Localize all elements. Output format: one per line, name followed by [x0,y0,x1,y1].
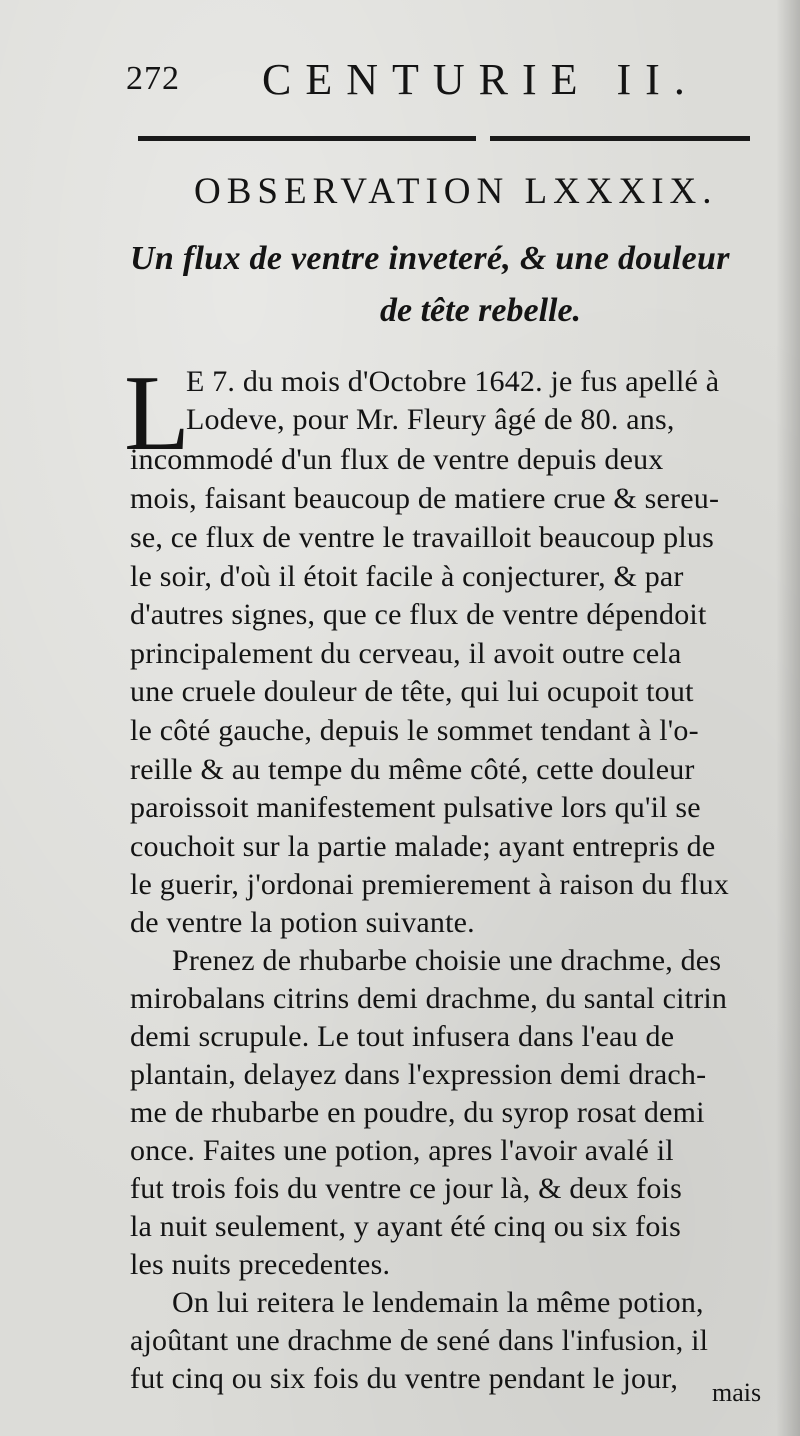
text-line: me de rhubarbe en poudre, du syrop rosat demi [130,1096,705,1129]
text-line: d'autres signes, que ce flux de ventre dépendoit [130,598,707,631]
text-line: paroissoit manifestement pulsative lors qu'il se [130,791,701,824]
header-rule-left [138,136,476,141]
drop-cap: L [124,354,188,473]
text-line: principalement du cerveau, il avoit outre cela [130,637,682,670]
text-line: Lodeve, pour Mr. Fleury âgé de 80. ans, [186,403,675,436]
text-line: le côté gauche, depuis le sommet tendant à l'o- [130,714,699,747]
text-line: la nuit seulement, y ayant été cinq ou six fois [130,1210,681,1243]
text-line: de ventre la potion suivante. [130,906,475,939]
text-line: le soir, d'où il étoit facile à conjecturer, & par [130,560,684,593]
text-line: fut cinq ou six fois du ventre pendant le jour, [130,1362,679,1395]
observation-subtitle-line-2: de tête rebelle. [380,292,582,329]
text-line: incommodé d'un flux de ventre depuis deux [130,443,664,476]
page-header [126,54,726,104]
page-gutter-shadow [776,0,800,1436]
text-line: couchoit sur la partie malade; ayant entrepris de [130,830,716,863]
text-line: once. Faites une potion, apres l'avoir avalé il [130,1134,674,1167]
text-line: ajoûtant une drachme de sené dans l'infusion, il [130,1324,709,1357]
text-line: mirobalans citrins demi drachme, du santal citrin [130,982,728,1015]
running-head: CENTURIE II. [262,55,699,104]
text-line: plantain, delayez dans l'expression demi drach- [130,1058,707,1091]
text-line: les nuits precedentes. [130,1248,391,1281]
page-number: 272 [126,60,180,97]
text-line: le guerir, j'ordonai premierement à raison du flux [130,868,729,901]
observation-title: OBSERVATION LXXXIX. [194,171,718,212]
catchword: mais [712,1378,762,1407]
text-line: reille & au tempe du même côté, cette douleur [130,753,695,786]
text-line: E 7. du mois d'Octobre 1642. je fus apellé à [186,365,720,398]
text-line: fut trois fois du ventre ce jour là, & deux fois [130,1172,682,1205]
text-line: une cruele douleur de tête, qui lui ocupoit tout [130,675,694,708]
text-line: Prenez de rhubarbe choisie une drachme, des [172,944,722,977]
observation-subtitle-line-1: Un flux de ventre inveteré, & une douleur [130,240,730,277]
text-line: se, ce flux de ventre le travailloit beaucoup plus [130,521,714,554]
text-line: mois, faisant beaucoup de matiere crue & sereu- [130,482,720,515]
text-line: demi scrupule. Le tout infusera dans l'eau de [130,1020,675,1053]
text-line: On lui reitera le lendemain la même potion, [172,1286,704,1319]
header-rule-right [490,136,750,141]
